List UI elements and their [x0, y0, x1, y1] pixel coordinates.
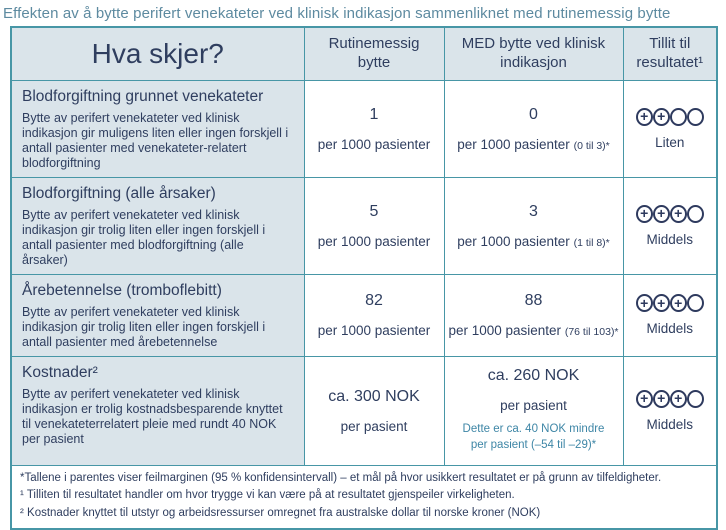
clinical-value: 0: [529, 105, 538, 123]
outcome-cell: [11, 177, 304, 274]
table-row-kostnader: [11, 356, 717, 465]
routine-unit: per pasient: [340, 418, 408, 434]
confidence-label: Middels: [646, 321, 694, 336]
grade-rating-icon: [625, 294, 716, 312]
evidence-table: [10, 26, 718, 530]
routine-unit: per 1000 pasienter: [317, 233, 431, 249]
table-row-arebetennelse: [11, 274, 717, 356]
grade-empty-circle-icon: [670, 108, 687, 126]
footnote-costs: ² Kostnader knyttet til utstyr og arbeidsressurser omregnet fra australske dollar til norske kroner (NOK): [20, 507, 541, 520]
grade-filled-circle-icon: +: [670, 294, 687, 312]
confidence-interval: (0 til 3)*: [573, 139, 610, 152]
header-tillit-til-resultatet: Tillit til resultatet¹: [623, 27, 717, 80]
table-row-blodforgiftning-alle-arsaker: [11, 177, 717, 274]
grade-filled-circle-icon: +: [670, 205, 687, 223]
outcome-description: Bytte av perifert venekateter ved klinisk indikasjon gir trolig liten eller ingen forskjell i antall pasienter med årebetennelse: [22, 304, 266, 349]
grade-filled-circle-icon: +: [653, 108, 670, 126]
grade-filled-circle-icon: +: [636, 205, 653, 223]
clinical-value-cell: [444, 177, 623, 274]
clinical-unit: per 1000 pasienter: [457, 233, 570, 249]
outcome-title: Årebetennelse (tromboflebitt): [22, 281, 222, 299]
confidence-cell: [623, 356, 717, 465]
clinical-value-cell: [444, 356, 623, 465]
grade-filled-circle-icon: +: [653, 390, 670, 408]
confidence-cell: [623, 177, 717, 274]
clinical-value: 3: [529, 202, 538, 220]
outcome-cell: [11, 356, 304, 465]
footnote-confidence: ¹ Tilliten til resultatet handler om hvor trygge vi kan være på at resultatet gjenspeiler virkeligheten.: [20, 489, 515, 502]
page-title: Effekten av å bytte perifert venekateter ved klinisk indikasjon sammenliknet med rutinemessig bytte: [3, 5, 671, 22]
routine-unit: per 1000 pasienter: [317, 136, 431, 152]
clinical-value-cell: [444, 80, 623, 177]
grade-empty-circle-icon: [687, 108, 704, 126]
grade-filled-circle-icon: +: [636, 294, 653, 312]
grade-rating-icon: [625, 390, 716, 408]
header-rutinemessig-bytte: Rutinemessig bytte: [304, 27, 444, 80]
routine-value: ca. 300 NOK: [328, 387, 420, 405]
header-med-bytte-klinisk-indikasjon: MED bytte ved klinisk indikasjon: [444, 27, 623, 80]
confidence-interval: (76 til 103)*: [564, 326, 619, 338]
routine-value: 82: [365, 292, 383, 309]
confidence-cell: [623, 80, 717, 177]
table-row-blodforgiftning-venekateter: [11, 80, 717, 177]
confidence-interval: (1 til 8)*: [573, 236, 610, 249]
footnote-error-margin: *Tallene i parentes viser feilmarginen (95 % konfidensintervall) – et mål på hvor usikkert resultatet er på grunn av tilfeldigheter.: [20, 471, 662, 484]
routine-value-cell: [304, 80, 444, 177]
grade-empty-circle-icon: [687, 294, 704, 312]
outcome-cell: [11, 274, 304, 356]
grade-empty-circle-icon: [687, 390, 704, 408]
routine-value-cell: [304, 356, 444, 465]
clinical-unit: per 1000 pasienter: [457, 136, 570, 152]
routine-value: 1: [369, 105, 379, 123]
grade-filled-circle-icon: +: [636, 108, 653, 126]
outcome-cell: [11, 80, 304, 177]
grade-filled-circle-icon: +: [653, 294, 670, 312]
confidence-label: Liten: [655, 134, 685, 150]
grade-rating-icon: [625, 205, 716, 223]
header-row: [11, 27, 717, 80]
routine-unit: per 1000 pasienter: [317, 323, 431, 338]
outcome-description: Bytte av perifert venekateter ved klinisk indikasjon gir muligens liten eller ingen forskjell i antall pasienter med venekateter-relatert blodforgiftning: [22, 110, 289, 170]
outcome-title: Kostnader²: [22, 363, 98, 381]
clinical-value: 88: [524, 292, 543, 309]
clinical-unit: per pasient: [500, 398, 567, 414]
grade-filled-circle-icon: +: [636, 390, 653, 408]
clinical-value-cell: [444, 274, 623, 356]
routine-value-cell: [304, 274, 444, 356]
outcome-description: Bytte av perifert venekateter ved klinisk indikasjon gir trolig liten eller ingen forskjell i antall pasienter med blodforgiftning (alle årsaker): [22, 207, 266, 267]
confidence-label: Middels: [646, 231, 694, 247]
grade-rating-icon: [625, 108, 716, 126]
outcome-description: Bytte av perifert venekateter ved klinisk indikasjon er trolig kostnadsbesparende knyttet til venekateterrelatert pleie med rundt 40 NOK per pasient: [22, 386, 283, 446]
grade-empty-circle-icon: [687, 205, 704, 223]
footnotes-row: [11, 465, 717, 529]
grade-filled-circle-icon: +: [670, 390, 687, 408]
outcome-title: Blodforgiftning grunnet venekateter: [22, 87, 264, 105]
header-hva-skjer: Hva skjer?: [11, 27, 304, 80]
grade-filled-circle-icon: +: [653, 205, 670, 223]
confidence-cell: [623, 274, 717, 356]
routine-value-cell: [304, 177, 444, 274]
clinical-value: ca. 260 NOK: [487, 367, 580, 385]
routine-value: 5: [369, 202, 379, 220]
confidence-label: Middels: [646, 416, 694, 432]
outcome-title: Blodforgiftning (alle årsaker): [22, 184, 216, 202]
cost-difference-note: Dette er ca. 40 NOK mindre per pasient (–54 til –29)*: [462, 423, 605, 451]
footnotes-cell: [11, 465, 717, 529]
clinical-unit: per 1000 pasienter: [448, 323, 562, 338]
